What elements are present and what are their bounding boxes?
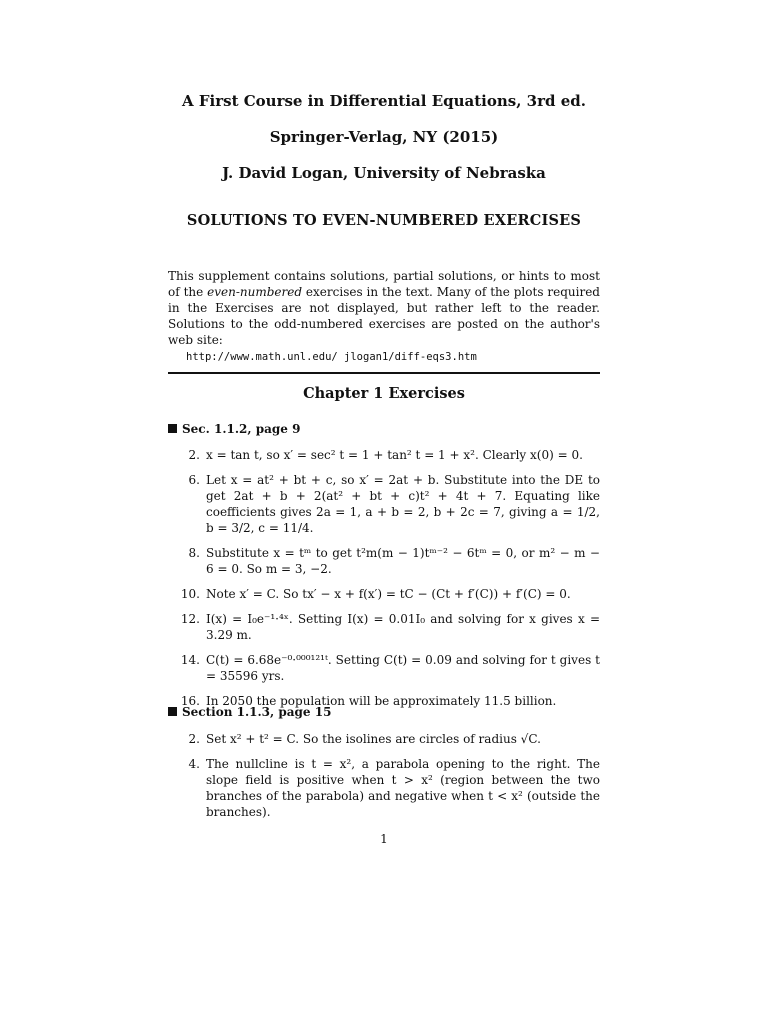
exercise-number: 2. (188, 448, 200, 462)
exercise-solution: Note x′ = C. So tx′ − x + f(x′) = tC − (Ct + f′(C)) + f′(C) = 0. (206, 587, 571, 601)
intro-paragraph (168, 268, 600, 366)
exercise-number: 2. (188, 732, 200, 746)
exercise-solution: In 2050 the population will be approximately 11.5 billion. (206, 694, 557, 708)
exercise-item (168, 652, 600, 684)
section-heading-label: Section 1.1.3, page 15 (182, 705, 332, 719)
chapter-heading: Chapter 1 Exercises (303, 385, 465, 402)
exercise-item (168, 545, 600, 577)
exercise-item (168, 756, 600, 820)
exercise-number: 12. (180, 612, 200, 626)
exercise-number: 16. (180, 694, 200, 708)
exercise-solution: Substitute x = tᵐ to get t²m(m − 1)tᵐ⁻² − 6tᵐ = 0, or m² − m − 6 = 0. So m = 3, −2. (206, 546, 600, 576)
exercise-item (168, 472, 600, 536)
exercise-list (168, 731, 600, 829)
section-heading (168, 422, 300, 436)
exercise-solution: Let x = at² + bt + c, so x′ = 2at + b. Substitute into the DE to get 2at + b + 2(at² + bt + c)t² + 4t + 7. Equating like coefficients gives 2a = 1, a + b = 2, b + 2c = 7, giving a = 1/2, b = 3/2, c = 11/4. (206, 473, 600, 535)
exercise-item (168, 586, 600, 602)
square-bullet-icon (168, 424, 177, 433)
section-heading-label: Sec. 1.1.2, page 9 (182, 422, 301, 436)
exercise-number: 6. (188, 473, 200, 487)
exercise-solution: C(t) = 6.68e⁻⁰·⁰⁰⁰¹²¹ᵗ. Setting C(t) = 0.09 and solving for t gives t = 35596 yrs. (206, 653, 600, 683)
exercise-solution: The nullcline is t = x², a parabola opening to the right. The slope field is positive when t > x² (region between the two branches of the parabola) and negative when t < x² (outside the branches). (206, 757, 600, 819)
title-block (0, 88, 768, 196)
exercise-solution: Set x² + t² = C. So the isolines are circles of radius √C. (206, 732, 541, 746)
square-bullet-icon (168, 707, 177, 716)
book-title: A First Course in Differential Equations, 3rd ed. (182, 92, 586, 110)
exercise-number: 4. (188, 757, 200, 771)
exercise-number: 8. (188, 546, 200, 560)
publisher-line: Springer-Verlag, NY (2015) (269, 128, 499, 146)
intro-emphasis: even-numbered (207, 285, 303, 299)
horizontal-rule (168, 372, 600, 374)
intro-text-part2: exercises in the text. Many of the plots required in the Exercises are not displayed, but rather left to the reader. Solutions to the odd-numbered exercises are posted on the author's web site: (168, 285, 600, 347)
exercise-item (168, 731, 600, 747)
document-heading: SOLUTIONS TO EVEN-NUMBERED EXERCISES (186, 212, 582, 229)
section-heading (168, 705, 331, 719)
author-line: J. David Logan, University of Nebraska (222, 164, 546, 182)
page-number: 1 (380, 832, 388, 846)
exercise-list (168, 447, 600, 718)
exercise-solution: I(x) = I₀e⁻¹·⁴ˣ. Setting I(x) = 0.01I₀ and solving for x gives x = 3.29 m. (206, 612, 600, 642)
exercise-item (168, 611, 600, 643)
exercise-solution: x = tan t, so x′ = sec² t = 1 + tan² t = 1 + x². Clearly x(0) = 0. (206, 448, 583, 462)
exercise-number: 10. (180, 587, 200, 601)
intro-text-part1: This supplement contains solutions, partial solutions, or hints to most of the (168, 269, 600, 299)
exercise-item (168, 447, 600, 463)
exercise-number: 14. (180, 653, 200, 667)
author-website-link[interactable]: http://www.math.unl.edu/ jlogan1/diff-eqs3.htm (186, 351, 477, 363)
